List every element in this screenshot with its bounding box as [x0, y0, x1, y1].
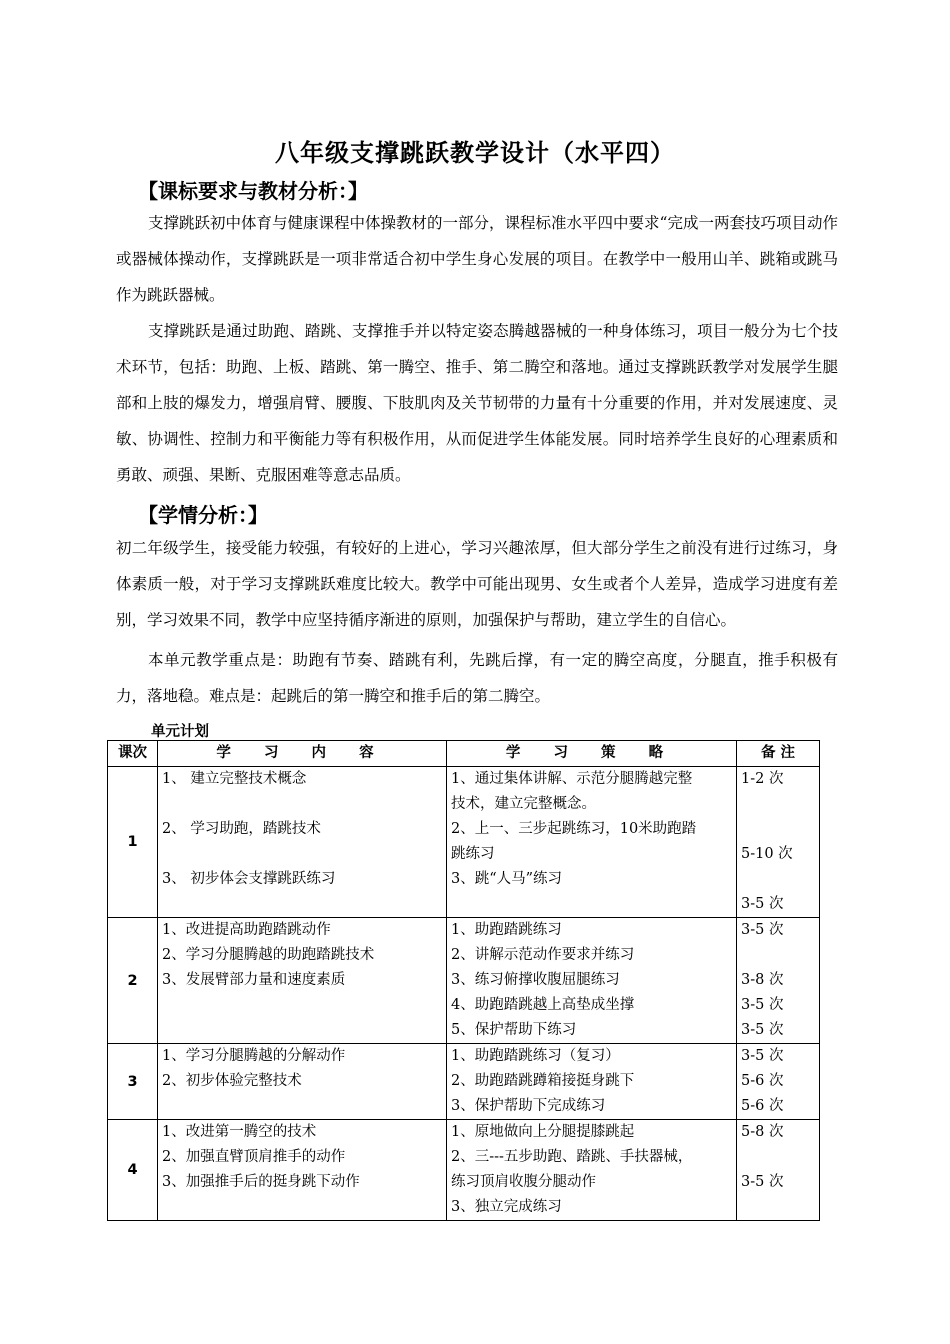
table-row	[108, 918, 820, 1044]
strategy-line: 4、助跑踏跳越上高垫成坐撑	[451, 997, 635, 1013]
lesson-number: 1	[108, 767, 158, 918]
strategy-cell	[447, 918, 737, 1044]
header-notes: 备 注	[737, 741, 820, 767]
strategy-line: 3、跳“人马”练习	[451, 871, 563, 887]
content-line: 2、 学习助跑，踏跳技术	[162, 821, 321, 837]
table-row	[108, 1120, 820, 1221]
students-paragraph-1: 初二年级学生，接受能力较强，有较好的上进心，学习兴趣浓厚，但大部分学生之前没有进行过练习，身体素质一般，对于学习支撑跳跃难度比较大。教学中可能出现男、女生或者个人差异，造成学习进度有差别，学习效果不同，教学中应坚持循序渐进的原则，加强保护与帮助，建立学生的自信心。	[116, 539, 838, 629]
content-line: 3、加强推手后的挺身跳下动作	[162, 1174, 360, 1190]
note-line: 5-10 次	[741, 846, 793, 862]
notes-cell	[737, 918, 820, 1044]
strategy-line: 3、独立完成练习	[451, 1199, 562, 1215]
strategy-line: 1、助跑踏跳练习	[451, 922, 562, 938]
curriculum-heading: 【课标要求与教材分析：】	[138, 179, 368, 203]
strategy-line: 1、助跑踏跳练习（复习）	[451, 1048, 620, 1064]
content-line: 1、改进第一腾空的技术	[162, 1124, 317, 1140]
note-line: 3-8 次	[741, 972, 784, 988]
unit-plan-table	[107, 740, 820, 1221]
strategy-line: 练习顶肩收腹分腿动作	[451, 1174, 596, 1190]
note-line: 3-5 次	[741, 1048, 784, 1064]
strategy-line: 5、保护帮助下练习	[451, 1022, 577, 1038]
strategy-line: 1、通过集体讲解、示范分腿腾越完整	[451, 771, 693, 787]
strategy-cell	[447, 1044, 737, 1120]
content-line: 3、 初步体会支撑跳跃练习	[162, 871, 336, 887]
curriculum-paragraph-1: 支撑跳跃初中体育与健康课程中体操教材的一部分，课程标准水平四中要求“完成一两套技巧项目动作或器械体操动作，支撑跳跃是一项非常适合初中学生身心发展的项目。在教学中一般用山羊、跳箱或跳马作为跳跃器械。	[116, 214, 838, 304]
note-line: 3-5 次	[741, 997, 784, 1013]
content-line: 2、加强直臂顶肩推手的动作	[162, 1149, 346, 1165]
note-line: 3-5 次	[741, 896, 784, 912]
content-line: 1、学习分腿腾越的分解动作	[162, 1048, 346, 1064]
table-body	[108, 767, 820, 1221]
curriculum-paragraph-2: 支撑跳跃是通过助跑、踏跳、支撑推手并以特定姿态腾越器械的一种身体练习，项目一般分为七个技术环节，包括：助跑、上板、踏跳、第一腾空、推手、第二腾空和落地。通过支撑跳跃教学对发展学生腿部和上肢的爆发力，增强肩臂、腰腹、下肢肌肉及关节韧带的力量有十分重要的作用，并对发展速度、灵敏、协调性、控制力和平衡能力等有积极作用，从而促进学生体能发展。同时培养学生良好的心理素质和勇敢、顽强、果断、克服困难等意志品质。	[116, 322, 838, 484]
note-line	[741, 943, 819, 968]
strategy-line: 技术，建立完整概念。	[451, 796, 596, 812]
content-cell	[158, 1120, 447, 1221]
lesson-number: 3	[108, 1044, 158, 1120]
note-line: 5-6 次	[741, 1073, 784, 1089]
note-line: 5-6 次	[741, 1098, 784, 1114]
content-line: 2、初步体验完整技术	[162, 1073, 302, 1089]
lesson-number: 2	[108, 918, 158, 1044]
header-content: 学 习 内 容	[158, 741, 447, 767]
strategy-cell	[447, 1120, 737, 1221]
content-line	[162, 842, 446, 867]
students-heading: 【学情分析：】	[138, 503, 268, 527]
note-line	[741, 817, 819, 842]
table-row	[108, 1044, 820, 1120]
note-line	[741, 1145, 819, 1170]
content-line: 2、学习分腿腾越的助跑踏跳技术	[162, 947, 375, 963]
strategy-line: 2、三---五步助跑、踏跳、手扶器械，	[451, 1149, 693, 1165]
table-header-row	[108, 741, 820, 767]
strategy-line: 跳练习	[451, 846, 495, 862]
content-cell	[158, 918, 447, 1044]
note-line: 3-5 次	[741, 1174, 784, 1190]
students-paragraph-2: 本单元教学重点是：助跑有节奏、踏跳有利，先跳后撑，有一定的腾空高度，分腿直，推手积极有力，落地稳。难点是：起跳后的第一腾空和推手后的第二腾空。	[116, 651, 838, 705]
note-line: 3-5 次	[741, 1022, 784, 1038]
content-line	[162, 792, 446, 817]
strategy-line: 3、练习俯撑收腹屈腿练习	[451, 972, 620, 988]
lesson-number: 4	[108, 1120, 158, 1221]
header-strategy: 学 习 策 略	[447, 741, 737, 767]
content-line: 1、 建立完整技术概念	[162, 771, 307, 787]
strategy-line: 3、保护帮助下完成练习	[451, 1098, 606, 1114]
content-line: 3、发展臂部力量和速度素质	[162, 972, 346, 988]
content-cell	[158, 1044, 447, 1120]
note-line: 5-8 次	[741, 1124, 784, 1140]
document-title: 八年级支撑跳跃教学设计（水平四）	[275, 139, 675, 167]
notes-cell	[737, 767, 820, 918]
note-line	[741, 792, 819, 817]
note-line	[741, 867, 819, 892]
header-lesson: 课次	[108, 741, 158, 767]
note-line: 3-5 次	[741, 922, 784, 938]
strategy-line: 1、原地做向上分腿提膝跳起	[451, 1124, 635, 1140]
unit-plan-label: 单元计划	[151, 724, 209, 740]
notes-cell	[737, 1120, 820, 1221]
strategy-cell	[447, 767, 737, 918]
content-cell	[158, 767, 447, 918]
strategy-line: 2、助跑踏跳蹲箱接挺身跳下	[451, 1073, 635, 1089]
strategy-line: 2、讲解示范动作要求并练习	[451, 947, 635, 963]
notes-cell	[737, 1044, 820, 1120]
content-line: 1、改进提高助跑踏跳动作	[162, 922, 331, 938]
strategy-line: 2、上一、三步起跳练习，10米助跑踏	[451, 821, 697, 837]
note-line: 1-2 次	[741, 771, 784, 787]
table-row	[108, 767, 820, 918]
